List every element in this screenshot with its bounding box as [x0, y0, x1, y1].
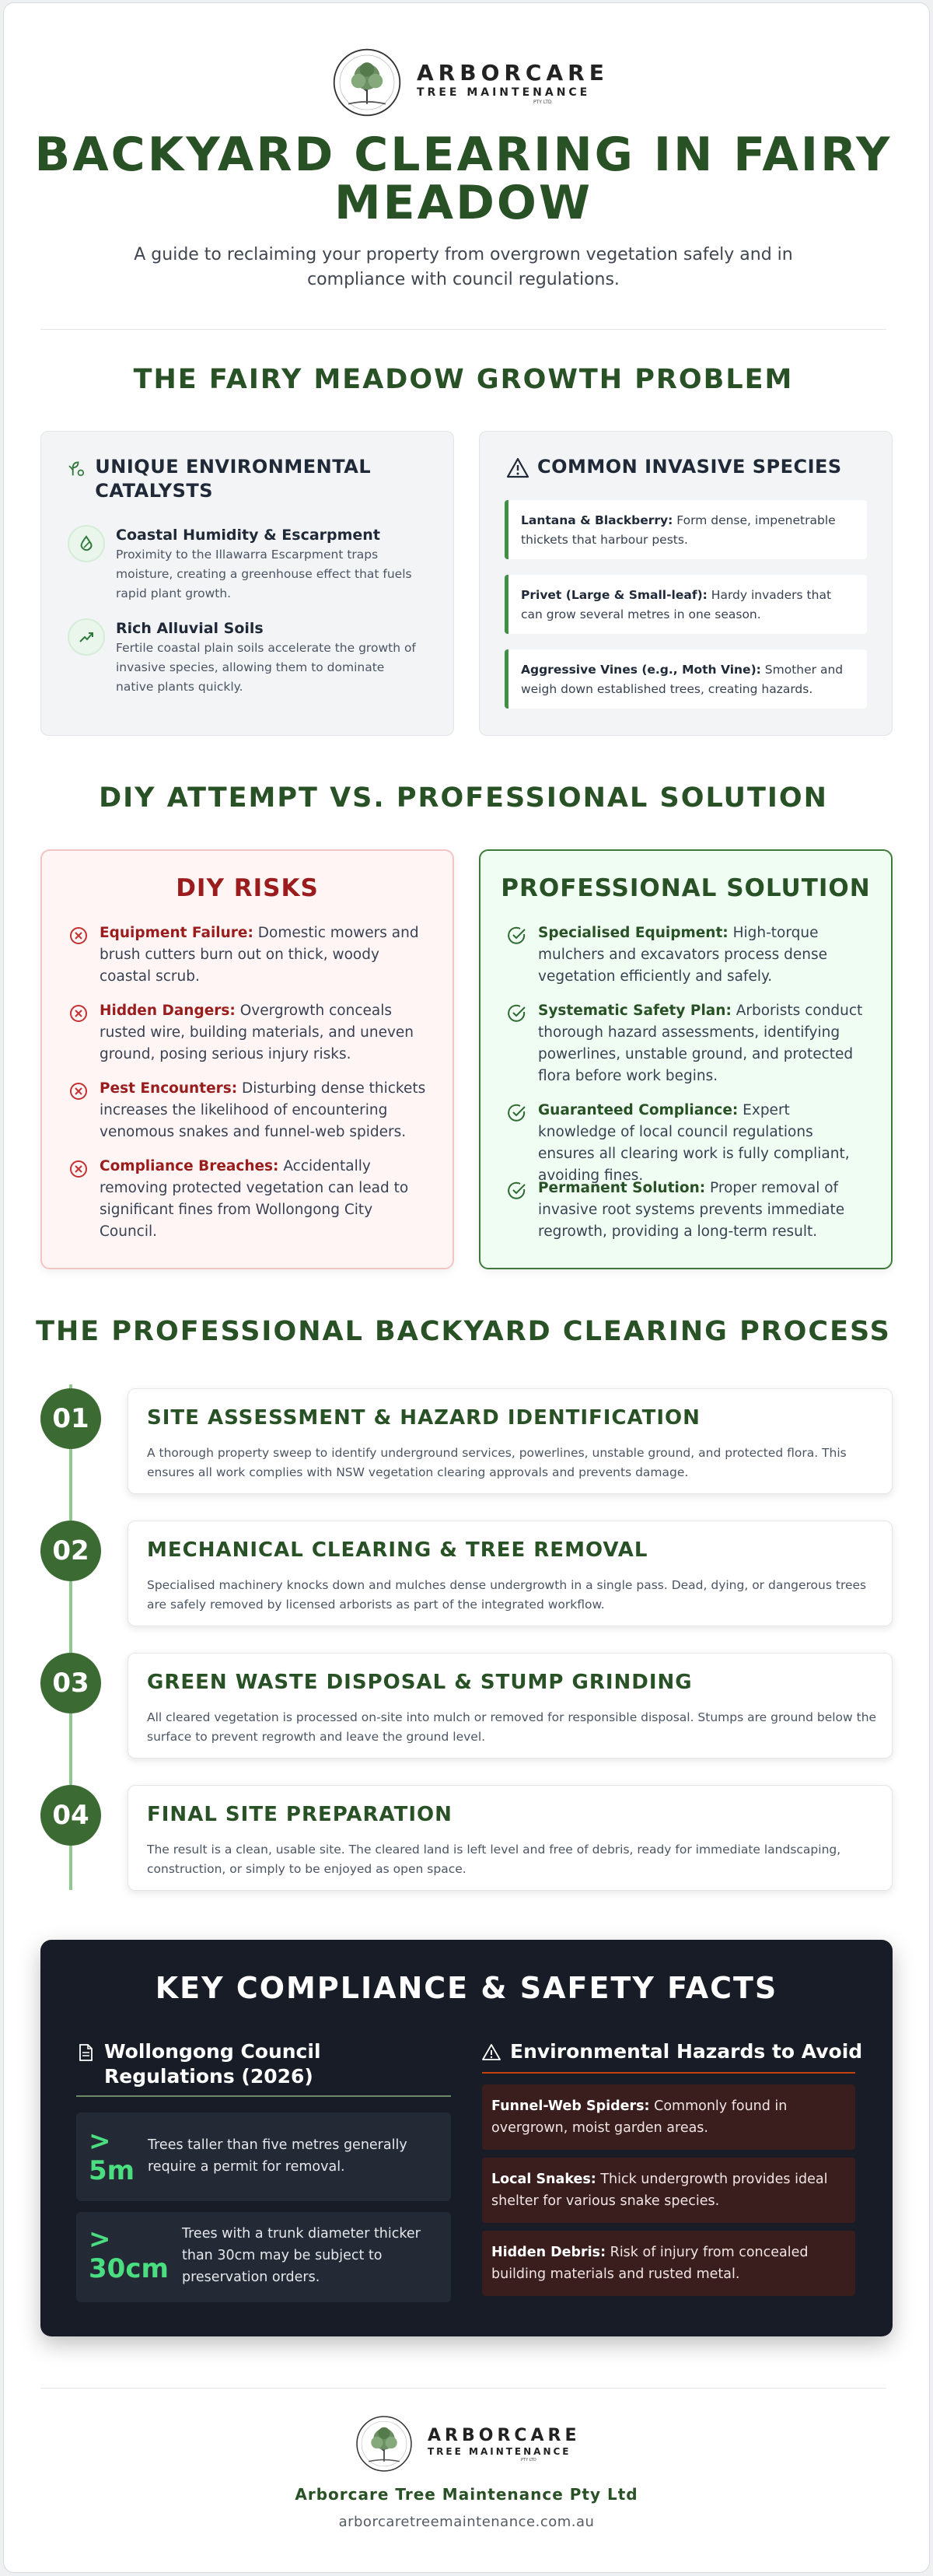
process-step — [128, 1388, 893, 1494]
risk-label: Compliance Breaches: — [100, 1158, 279, 1174]
solution-text: Proper removal of invasive root systems prevents immediate regrowth, providing a long-term result. — [538, 1180, 845, 1240]
regulations-heading — [76, 2039, 451, 2089]
warning-icon — [506, 457, 529, 480]
check-circle-icon — [507, 1181, 527, 1201]
species-heading: COMMON INVASIVE SPECIES — [537, 456, 842, 478]
risk-text: Accidentally removing protected vegetation can lead to significant fines from Wollongong City Council. — [100, 1158, 409, 1240]
risk-label: Hidden Dangers: — [100, 1003, 236, 1019]
pro-heading: PROFESSIONAL SOLUTION — [501, 874, 871, 902]
hazard-item — [482, 2231, 855, 2296]
solution-label: Specialised Equipment: — [538, 925, 729, 941]
solution-text: Expert knowledge of local council regulations ensures all clearing work is fully compliant, avoiding fines. — [538, 1102, 850, 1184]
sprout-icon — [68, 457, 87, 480]
divider — [40, 329, 886, 330]
process-step — [128, 1653, 893, 1759]
hazard-item — [482, 2084, 855, 2150]
step-desc: All cleared vegetation is processed on-site into mulch or removed for responsible disposal. Stumps are ground below the surface to prevent regrowth and leave the ground level. — [147, 1710, 877, 1744]
risk-text: Domestic mowers and brush cutters burn out on thick, woody coastal scrub. — [100, 925, 419, 985]
species-item — [505, 575, 867, 634]
x-circle-icon — [68, 926, 89, 946]
step-number: 03 — [40, 1653, 101, 1713]
pro-solution-card — [479, 849, 893, 1269]
brand-name: ARBORCARE — [417, 59, 609, 86]
x-circle-icon — [68, 1081, 89, 1101]
diy-risk-item — [68, 922, 431, 988]
regulations-underline — [76, 2095, 451, 2097]
step-number: 02 — [40, 1521, 101, 1581]
solution-text: High-torque mulchers and excavators process dense vegetation efficiently and safely. — [538, 925, 827, 985]
diy-risk-item — [68, 1078, 431, 1143]
regulation-fact — [76, 2112, 451, 2201]
diy-risk-item — [68, 1156, 431, 1243]
solution-label: Permanent Solution: — [538, 1180, 706, 1196]
footer-logo[interactable] — [355, 2411, 581, 2476]
catalyst-title: Coastal Humidity & Escarpment — [116, 527, 380, 544]
footer-url[interactable]: arborcaretreemaintenance.com.au — [338, 2514, 595, 2530]
compliance-title: KEY COMPLIANCE & SAFETY FACTS — [155, 1971, 778, 2005]
step-title: SITE ASSESSMENT & HAZARD IDENTIFICATION — [147, 1406, 701, 1430]
fact-text: Trees taller than five metres generally require a permit for removal. — [148, 2137, 407, 2175]
species-name: Lantana & Blackberry: — [521, 513, 673, 527]
risk-label: Pest Encounters: — [100, 1080, 238, 1097]
brand-tagline: TREE MAINTENANCE — [417, 86, 591, 99]
regulations-heading-text: Wollongong Council Regulations (2026) — [104, 2040, 321, 2088]
page-title: BACKYARD CLEARING IN FAIRY MEADOW — [34, 128, 893, 230]
hazards-heading-text: Environmental Hazards to Avoid — [510, 2040, 863, 2063]
catalysts-card — [40, 431, 454, 736]
species-name: Aggressive Vines (e.g., Moth Vine): — [521, 663, 761, 677]
species-item — [505, 500, 867, 559]
species-name: Privet (Large & Small-leaf): — [521, 588, 708, 602]
catalyst-desc: Fertile coastal plain soils accelerate the growth of invasive species, allowing them to dominate native plants quickly. — [116, 641, 416, 694]
growth-section-title: THE FAIRY MEADOW GROWTH PROBLEM — [133, 364, 794, 395]
fact-text: Trees with a trunk diameter thicker than 30cm may be subject to preservation orders. — [182, 2226, 421, 2285]
tree-logo-icon — [355, 2414, 414, 2473]
header-logo[interactable] — [331, 44, 609, 121]
versus-section-title: DIY ATTEMPT VS. PROFESSIONAL SOLUTION — [99, 782, 828, 814]
hazard-label: Local Snakes: — [491, 2172, 596, 2187]
risk-text: Overgrowth conceals rusted wire, building materials, and uneven ground, posing serious injury risks. — [100, 1003, 414, 1062]
fact-value: > 30cm — [89, 2224, 169, 2284]
step-title: MECHANICAL CLEARING & TREE REMOVAL — [147, 1538, 648, 1562]
compliance-panel — [40, 1940, 893, 2336]
catalysts-heading: UNIQUE ENVIRONMENTAL CATALYSTS — [95, 456, 372, 502]
step-title: FINAL SITE PREPARATION — [147, 1803, 453, 1826]
catalyst-title: Rich Alluvial Soils — [116, 620, 264, 637]
step-number: 01 — [40, 1388, 101, 1449]
solution-label: Guaranteed Compliance: — [538, 1102, 739, 1118]
risk-text: Disturbing dense thickets increases the likelihood of encountering venomous snakes and funnel-web spiders. — [100, 1080, 426, 1140]
species-item — [505, 649, 867, 709]
species-desc: Smother and weigh down established trees, creating hazards. — [521, 663, 844, 696]
water-drop-icon — [68, 525, 105, 562]
process-step — [128, 1785, 893, 1891]
pro-solution-item — [507, 1100, 869, 1187]
regulation-fact — [76, 2212, 451, 2302]
x-circle-icon — [68, 1159, 89, 1179]
hazard-item — [482, 2158, 855, 2223]
hazard-text: Thick undergrowth provides ideal shelter for various snake species. — [491, 2172, 828, 2209]
diy-risks-card — [40, 849, 454, 1269]
hazard-label: Funnel-Web Spiders: — [491, 2098, 650, 2114]
brand-suffix: PTY LTD — [533, 99, 552, 105]
hazards-underline — [482, 2072, 855, 2074]
step-number: 04 — [40, 1785, 101, 1846]
hazard-label: Hidden Debris: — [491, 2245, 606, 2260]
brand-tagline: TREE MAINTENANCE — [428, 2445, 571, 2457]
process-section-title: THE PROFESSIONAL BACKYARD CLEARING PROCESS — [36, 1316, 891, 1347]
step-desc: A thorough property sweep to identify underground services, powerlines, unstable ground, and protected flora. This ensures all work complies with NSW vegetation clearing approvals and prevents damage. — [147, 1446, 847, 1479]
species-desc: Form dense, impenetrable thickets that harbour pests. — [521, 513, 836, 547]
pro-solution-item — [507, 1000, 869, 1087]
fact-value: > 5m — [89, 2126, 135, 2186]
species-desc: Hardy invaders that can grow several metres in one season. — [521, 588, 832, 621]
warning-icon — [482, 2043, 501, 2062]
pro-solution-item — [507, 1178, 869, 1243]
solution-label: Systematic Safety Plan: — [538, 1003, 732, 1019]
document-icon — [76, 2043, 95, 2062]
hazard-text: Risk of injury from concealed building materials and rusted metal. — [491, 2245, 809, 2282]
check-circle-icon — [507, 1103, 527, 1123]
trend-up-icon — [68, 618, 105, 656]
brand-suffix: PTY LTD — [521, 2457, 536, 2462]
process-step — [128, 1521, 893, 1626]
tree-logo-icon — [331, 47, 403, 118]
footer-company: Arborcare Tree Maintenance Pty Ltd — [295, 2485, 638, 2504]
step-desc: The result is a clean, usable site. The cleared land is left level and free of debris, ready for immediate landscaping, construction, or simply to be enjoyed as open space. — [147, 1843, 841, 1876]
check-circle-icon — [507, 1003, 527, 1024]
diy-heading: DIY RISKS — [176, 874, 319, 902]
brand-name: ARBORCARE — [428, 2425, 581, 2445]
catalyst-desc: Proximity to the Illawarra Escarpment traps moisture, creating a greenhouse effect that fuels rapid plant growth. — [116, 548, 412, 600]
divider — [40, 2388, 886, 2389]
check-circle-icon — [507, 926, 527, 946]
solution-text: Arborists conduct thorough hazard assessments, identifying powerlines, unstable ground, and protected flora before work begins. — [538, 1003, 863, 1084]
hazard-text: Commonly found in overgrown, moist garden areas. — [491, 2098, 788, 2136]
pro-solution-item — [507, 922, 869, 988]
species-card — [479, 431, 893, 736]
page-subtitle: A guide to reclaiming your property from overgrown vegetation safely and in compliance with council regulations. — [134, 245, 793, 289]
step-title: GREEN WASTE DISPOSAL & STUMP GRINDING — [147, 1671, 693, 1694]
risk-label: Equipment Failure: — [100, 925, 253, 941]
x-circle-icon — [68, 1003, 89, 1024]
diy-risk-item — [68, 1000, 431, 1066]
catalyst-item — [68, 618, 425, 697]
step-desc: Specialised machinery knocks down and mulches dense undergrowth in a single pass. Dead, dying, or dangerous trees are safely removed by licensed arborists as part of the integrated workflow. — [147, 1578, 867, 1612]
catalyst-item — [68, 525, 425, 604]
hazards-heading — [482, 2039, 863, 2064]
